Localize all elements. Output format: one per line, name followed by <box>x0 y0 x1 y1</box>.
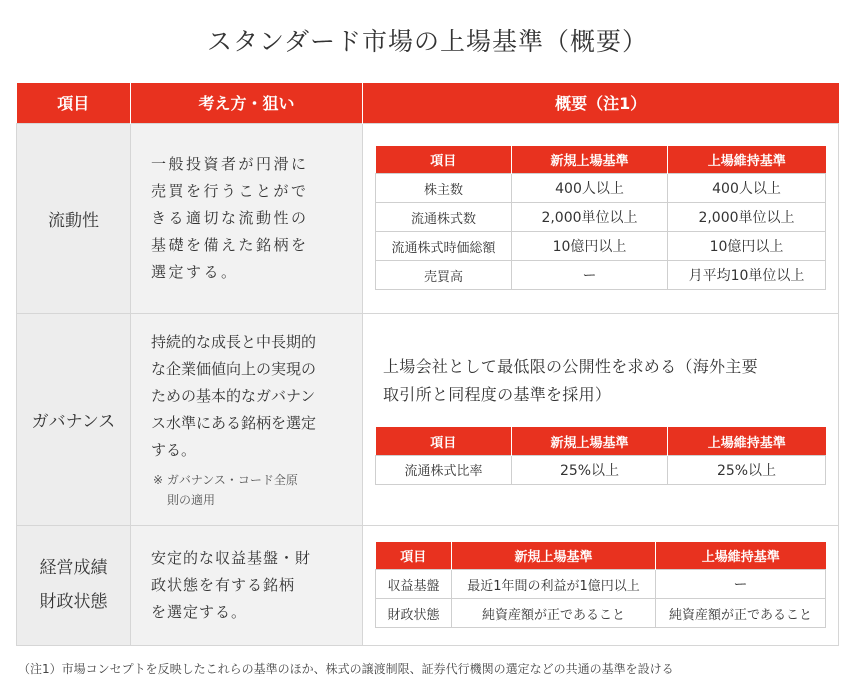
governance-purpose: 持続的な成長と中長期的 な企業価値向上の実現の ための基本的なガバナン ス水準にある銘柄を選定 する。 ※ ガバナンス・コード全原 則の適用 <box>131 313 363 525</box>
liquidity-row <box>17 123 839 313</box>
financial-overview <box>363 525 839 645</box>
header-purpose: 考え方・狙い <box>131 83 363 123</box>
footnote: （注1）市場コンセプトを反映したこれらの基準のほか、株式の譲渡制限、証券代行機関の選定などの共通の基準を設ける <box>18 662 674 676</box>
table-header: 項目 <box>376 542 452 570</box>
liquidity-purpose: 一般投資者が円滑に 売買を行うことがで きる適切な流動性の 基礎を備えた銘柄を 選定する。 <box>131 123 363 313</box>
page-title: スタンダード市場の上場基準（概要） <box>206 27 648 56</box>
table-row: 収益基盤 最近1年間の利益が1億円以上 ー <box>376 570 826 599</box>
governance-note: ※ ガバナンス・コード全原 則の適用 <box>153 472 298 507</box>
liquidity-criteria-table <box>375 146 826 291</box>
table-header: 新規上場基準 <box>512 146 668 174</box>
table-row: 流通株式数 2,000単位以上 2,000単位以上 <box>376 203 826 232</box>
liquidity-overview <box>363 123 839 313</box>
financial-purpose: 安定的な収益基盤・財 政状態を有する銘柄 を選定する。 <box>131 525 363 645</box>
table-row: 売買高 ー 月平均10単位以上 <box>376 261 826 290</box>
governance-criteria-table <box>375 427 826 485</box>
table-row: 財政状態 純資産額が正であること 純資産額が正であること <box>376 599 826 628</box>
header-overview: 概要（注1） <box>363 83 839 123</box>
table-header: 項目 <box>376 427 512 455</box>
header-row <box>17 83 839 123</box>
table-header: 新規上場基準 <box>512 427 668 455</box>
table-header: 上場維持基準 <box>668 427 826 455</box>
table-header: 上場維持基準 <box>656 542 826 570</box>
header-item: 項目 <box>17 83 131 123</box>
table-row: 株主数 400人以上 400人以上 <box>376 174 826 203</box>
table-header: 項目 <box>376 146 512 174</box>
governance-row <box>17 313 839 525</box>
table-header: 上場維持基準 <box>668 146 826 174</box>
listing-criteria-table <box>16 83 839 646</box>
table-header: 新規上場基準 <box>452 542 656 570</box>
governance-overview <box>363 313 839 525</box>
liquidity-label: 流動性 <box>17 123 131 313</box>
table-row: 流通株式時価総額 10億円以上 10億円以上 <box>376 232 826 261</box>
governance-description: 上場会社として最低限の公開性を求める（海外主要 取引所と同程度の基準を採用） <box>383 357 758 405</box>
financial-criteria-table <box>375 542 826 629</box>
governance-label: ガバナンス <box>17 313 131 525</box>
financial-row <box>17 525 839 645</box>
financial-label: 経営成績 財政状態 <box>17 525 131 645</box>
table-row: 流通株式比率 25%以上 25%以上 <box>376 455 826 484</box>
